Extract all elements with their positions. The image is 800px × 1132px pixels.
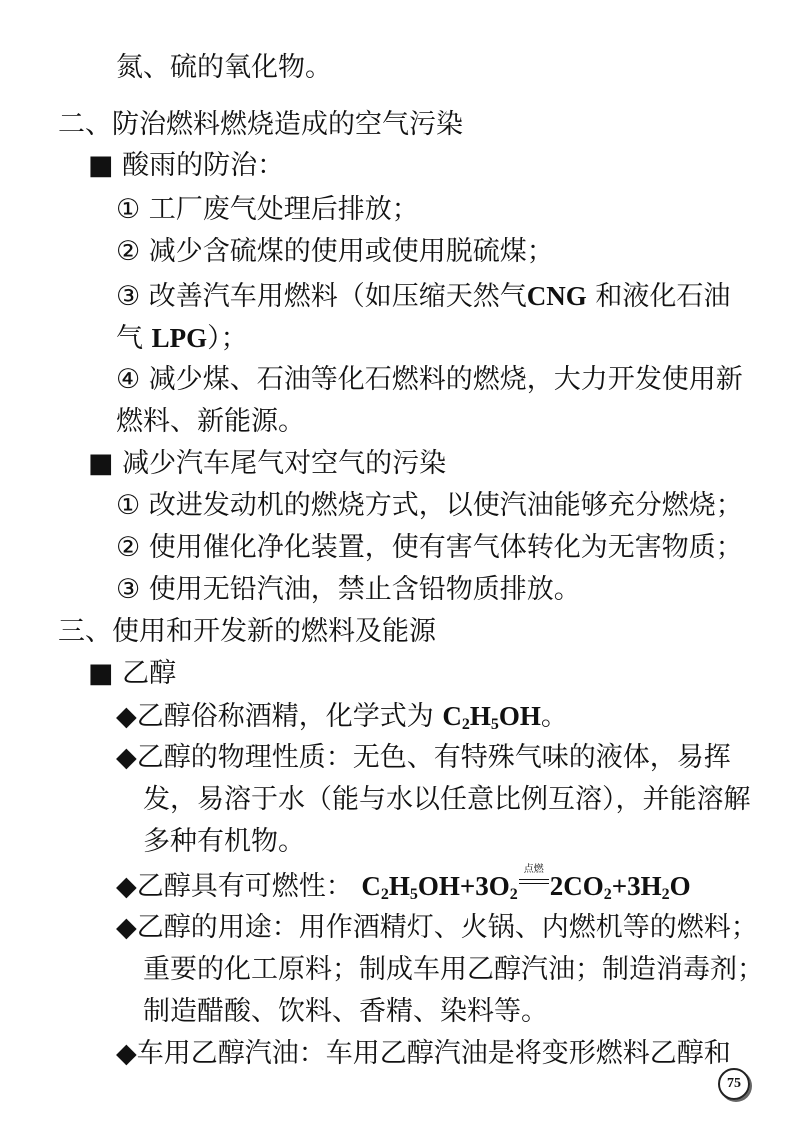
formula-part: H bbox=[388, 871, 410, 901]
text-run: 气 bbox=[116, 323, 143, 354]
bullet-item: ◆乙醇的物理性质：无色、有特殊气味的液体，易挥 bbox=[116, 742, 731, 773]
formula-ethanol bbox=[442, 701, 541, 731]
bullet-item bbox=[116, 698, 568, 735]
equals-bar bbox=[519, 883, 549, 884]
reaction-condition-sign bbox=[519, 864, 549, 893]
bullet-continuation: 制造醋酸、饮料、香精、染料等。 bbox=[143, 996, 548, 1027]
formula-part: C bbox=[361, 871, 381, 901]
formula-part: +3H bbox=[611, 871, 662, 901]
formula-part: C bbox=[442, 701, 462, 731]
section-heading-3: 三、使用和开发新的燃料及能源 bbox=[58, 616, 436, 647]
formula-part: OH bbox=[498, 701, 541, 731]
subscript: 2 bbox=[461, 716, 470, 733]
list-item: ④ 减少煤、石油等化石燃料的燃烧，大力开发使用新 bbox=[116, 364, 743, 395]
list-item: ① 改进发动机的燃烧方式，以使汽油能够充分燃烧； bbox=[116, 490, 743, 521]
text-line: 氮、硫的氧化物。 bbox=[116, 52, 332, 83]
subscript: 2 bbox=[661, 886, 670, 903]
bullet-item: ◆乙醇的用途：用作酒精灯、火锅、内燃机等的燃料； bbox=[116, 912, 758, 943]
subscript: 5 bbox=[490, 716, 499, 733]
list-item: ② 使用催化净化装置，使有害气体转化为无害物质； bbox=[116, 532, 743, 563]
formula-part: OH+3O bbox=[417, 871, 510, 901]
abbr-lpg: LPG bbox=[151, 323, 208, 353]
bullet-continuation: 发，易溶于水（能与水以任意比例互溶），并能溶解 bbox=[143, 784, 751, 815]
text-run: 。 bbox=[540, 701, 568, 732]
combustion-equation bbox=[361, 864, 691, 903]
text-run: 和液化石油 bbox=[595, 281, 731, 312]
text-run: ③ 改善汽车用燃料（如压缩天然气 bbox=[116, 281, 527, 312]
subheading-ethanol: ■ 乙醇 bbox=[88, 658, 177, 689]
subscript: 2 bbox=[603, 886, 612, 903]
equals-bar bbox=[519, 879, 549, 880]
list-item-continuation bbox=[116, 320, 248, 357]
text-run: ）； bbox=[207, 323, 248, 354]
subheading-exhaust: ■ 减少汽车尾气对空气的污染 bbox=[88, 448, 447, 479]
list-item: ① 工厂废气处理后排放； bbox=[116, 194, 419, 225]
formula-part: H bbox=[469, 701, 491, 731]
bullet-item bbox=[116, 864, 691, 905]
abbr-cng: CNG bbox=[526, 281, 587, 311]
bullet-item: ◆车用乙醇汽油：车用乙醇汽油是将变形燃料乙醇和 bbox=[116, 1038, 731, 1069]
section-heading-2: 二、防治燃料燃烧造成的空气污染 bbox=[58, 109, 463, 140]
text-run: ◆乙醇俗称酒精，化学式为 bbox=[116, 701, 434, 732]
bullet-continuation: 多种有机物。 bbox=[143, 826, 305, 857]
bullet-continuation: 重要的化工原料；制成车用乙醇汽油；制造消毒剂； bbox=[143, 954, 764, 985]
subheading-acid-rain: ■ 酸雨的防治： bbox=[88, 150, 285, 181]
list-item: ② 减少含硫煤的使用或使用脱硫煤； bbox=[116, 236, 554, 267]
list-item bbox=[116, 278, 730, 315]
text-run: ◆乙醇具有可燃性： bbox=[116, 871, 353, 902]
subscript: 5 bbox=[409, 886, 418, 903]
formula-part: 2CO bbox=[549, 871, 604, 901]
formula-part: O bbox=[669, 871, 691, 901]
list-item-continuation: 燃料、新能源。 bbox=[116, 406, 305, 437]
list-item: ③ 使用无铅汽油，禁止含铅物质排放。 bbox=[116, 574, 581, 605]
page-number: 75 bbox=[718, 1068, 750, 1100]
subscript: 2 bbox=[380, 886, 389, 903]
subscript: 2 bbox=[509, 886, 518, 903]
condition-label: 点燃 bbox=[523, 864, 544, 875]
